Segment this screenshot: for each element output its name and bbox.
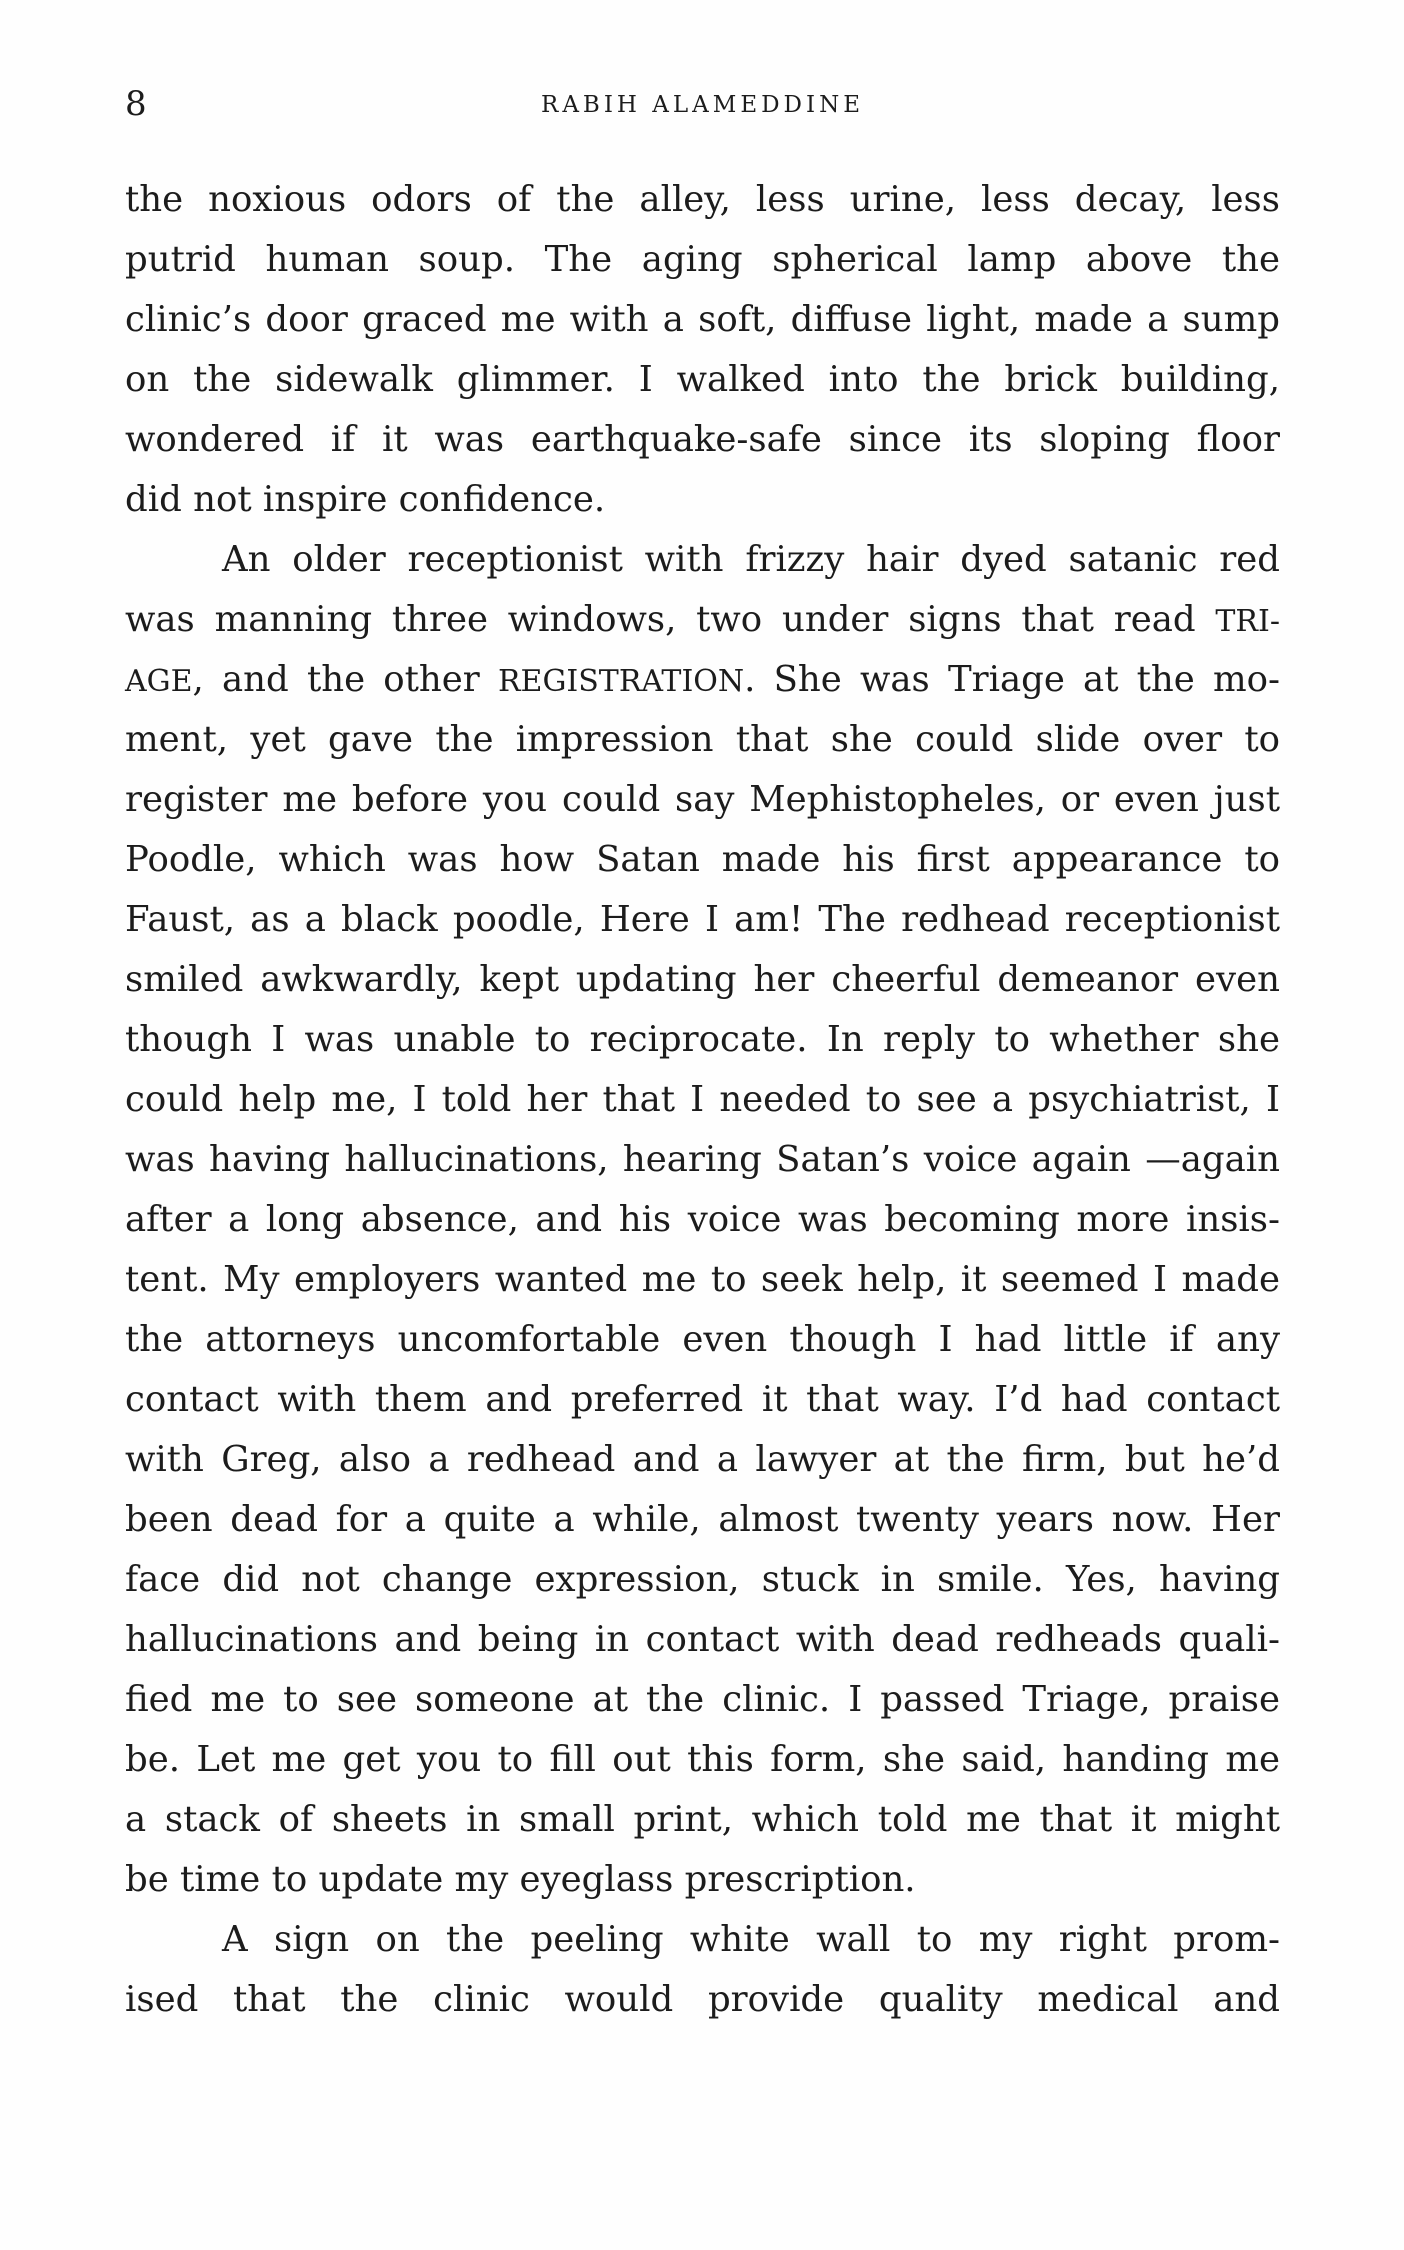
text-line: the attorneys uncomfortable even though I had little if any bbox=[125, 1319, 1280, 1360]
text-line: tent. My employers wanted me to seek help, it seemed I made bbox=[125, 1259, 1280, 1300]
text-line: hallucinations and being in contact with dead redheads quali- bbox=[125, 1619, 1280, 1660]
text-line: clinic’s door graced me with a soft, diffuse light, made a sump bbox=[125, 299, 1280, 340]
text-line: A sign on the peeling white wall to my right prom- bbox=[222, 1919, 1280, 1960]
paragraph-1 bbox=[125, 170, 1280, 530]
text-line: An older receptionist with frizzy hair dyed satanic red bbox=[222, 539, 1280, 580]
text-line: putrid human soup. The aging spherical lamp above the bbox=[125, 239, 1280, 280]
body-text bbox=[125, 170, 1280, 2030]
text-line: smiled awkwardly, kept updating her cheerful demeanor even bbox=[125, 959, 1280, 1000]
page-number: 8 bbox=[125, 84, 147, 124]
text-line: face did not change expression, stuck in smile. Yes, having bbox=[125, 1559, 1280, 1600]
text-line: been dead for a quite a while, almost twenty years now. Her bbox=[125, 1499, 1280, 1540]
text-line: be. Let me get you to fill out this form, she said, handing me bbox=[125, 1739, 1280, 1780]
text-line bbox=[125, 590, 1280, 650]
text-fragment: , and the other bbox=[192, 659, 498, 700]
text-line: after a long absence, and his voice was becoming more insis- bbox=[125, 1199, 1280, 1240]
text-line: could help me, I told her that I needed to see a psychiatrist, I bbox=[125, 1079, 1280, 1120]
text-line: be time to update my eyeglass prescription. bbox=[125, 1859, 916, 1900]
text-line: Poodle, which was how Satan made his first appearance to bbox=[125, 839, 1280, 880]
paragraph-2 bbox=[125, 530, 1280, 1910]
text-line: ised that the clinic would provide quality medical and bbox=[125, 1979, 1280, 2020]
sign-triage: TRI- bbox=[1215, 604, 1280, 639]
text-line: fied me to see someone at the clinic. I passed Triage, praise bbox=[125, 1679, 1280, 1720]
text-line: was having hallucinations, hearing Satan’s voice again —again bbox=[125, 1139, 1280, 1180]
text-line: Faust, as a black poodle, Here I am! The redhead receptionist bbox=[125, 899, 1280, 940]
text-line: did not inspire confidence. bbox=[125, 479, 606, 520]
sign-registration: REGISTRATION bbox=[497, 664, 745, 699]
page-header bbox=[125, 84, 1280, 124]
text-line: ment, yet gave the impression that she could slide over to bbox=[125, 719, 1280, 760]
text-line: though I was unable to reciprocate. In reply to whether she bbox=[125, 1019, 1280, 1060]
text-line: register me before you could say Mephistopheles, or even just bbox=[125, 779, 1280, 820]
text-line: on the sidewalk glimmer. I walked into the brick building, bbox=[125, 359, 1280, 400]
text-fragment: was manning three windows, two under signs that read bbox=[125, 599, 1196, 640]
text-line: a stack of sheets in small print, which told me that it might bbox=[125, 1799, 1280, 1840]
text-line: the noxious odors of the alley, less urine, less decay, less bbox=[125, 179, 1280, 220]
text-line: wondered if it was earthquake-safe since its sloping floor bbox=[125, 419, 1280, 460]
text-line: with Greg, also a redhead and a lawyer at the firm, but he’d bbox=[125, 1439, 1280, 1480]
running-head: RABIH ALAMEDDINE bbox=[541, 92, 864, 118]
sign-triage-cont: AGE bbox=[125, 664, 193, 699]
text-line bbox=[125, 650, 1280, 710]
text-fragment: . She was Triage at the mo- bbox=[744, 659, 1281, 700]
text-line: contact with them and preferred it that way. I’d had contact bbox=[125, 1379, 1280, 1420]
paragraph-3 bbox=[125, 1910, 1280, 2030]
